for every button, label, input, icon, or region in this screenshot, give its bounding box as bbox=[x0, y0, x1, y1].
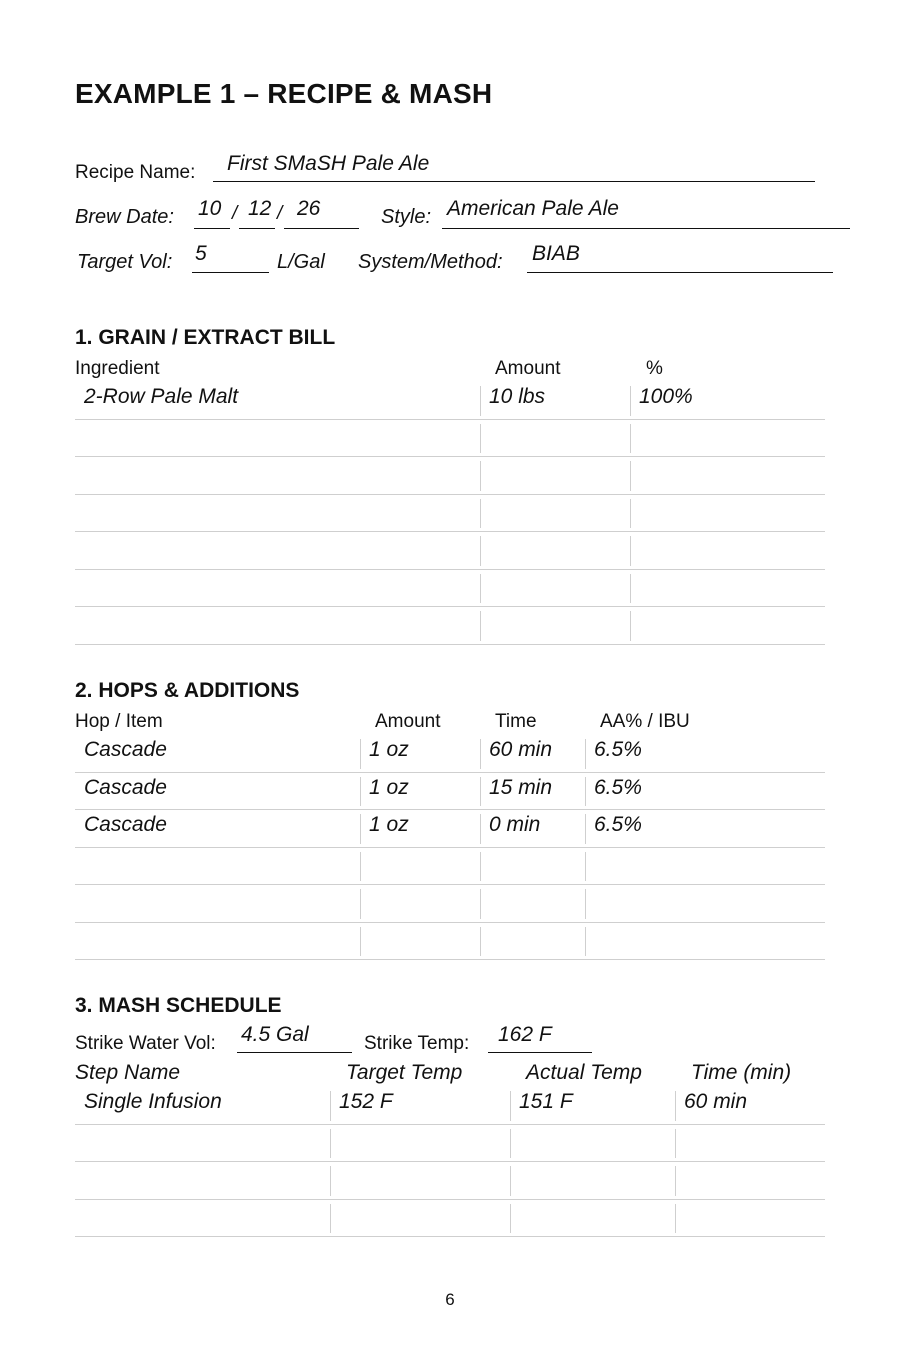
grain-column-divider bbox=[480, 386, 481, 416]
mash-row-line bbox=[75, 1161, 825, 1162]
target-vol-unit: L/Gal bbox=[277, 251, 325, 273]
mash-cell[interactable]: Single Infusion bbox=[84, 1090, 222, 1113]
mash-column-divider bbox=[675, 1091, 676, 1121]
brew-date-label: Brew Date: bbox=[75, 206, 174, 228]
hops-column-divider bbox=[360, 777, 361, 807]
hops-column-divider bbox=[585, 927, 586, 957]
page-title: EXAMPLE 1 – RECIPE & MASH bbox=[75, 78, 493, 109]
grain-column-divider bbox=[630, 386, 631, 416]
mash-col-target-temp: Target Temp bbox=[346, 1061, 463, 1084]
hops-cell[interactable]: 0 min bbox=[489, 813, 541, 836]
hops-cell[interactable]: 1 oz bbox=[369, 738, 409, 761]
hops-col-amount: Amount bbox=[375, 711, 441, 732]
mash-column-divider bbox=[675, 1166, 676, 1196]
grain-section-heading: 1. GRAIN / EXTRACT BILL bbox=[75, 326, 336, 349]
mash-column-divider bbox=[510, 1166, 511, 1196]
grain-row-line bbox=[75, 569, 825, 570]
grain-column-divider bbox=[630, 574, 631, 604]
hops-cell[interactable]: 60 min bbox=[489, 738, 553, 761]
mash-cell[interactable]: 60 min bbox=[684, 1090, 748, 1113]
strike-temp-underline bbox=[488, 1052, 592, 1053]
hops-column-divider bbox=[585, 889, 586, 919]
hops-column-divider bbox=[480, 927, 481, 957]
strike-vol-label: Strike Water Vol: bbox=[75, 1033, 216, 1054]
grain-cell[interactable]: 10 lbs bbox=[489, 385, 546, 408]
hops-cell[interactable]: 1 oz bbox=[369, 775, 409, 799]
mash-column-divider bbox=[330, 1091, 331, 1121]
strike-temp-field[interactable]: 162 F bbox=[498, 1023, 552, 1046]
grain-row-line bbox=[75, 456, 825, 457]
mash-column-divider bbox=[330, 1129, 331, 1159]
mash-row-line bbox=[75, 1124, 825, 1125]
mash-column-divider bbox=[330, 1204, 331, 1234]
grain-column-divider bbox=[480, 461, 481, 491]
style-label: Style: bbox=[381, 206, 432, 228]
grain-cell[interactable]: 100% bbox=[639, 385, 693, 408]
hops-col-aa-ibu: AA% / IBU bbox=[600, 711, 690, 732]
brew-date-month-field[interactable]: 10 bbox=[198, 197, 222, 220]
hops-row-line bbox=[75, 959, 825, 960]
brew-date-year-underline bbox=[284, 228, 359, 229]
system-method-label: System/Method: bbox=[358, 251, 503, 273]
hops-row-line bbox=[75, 922, 825, 923]
strike-temp-label: Strike Temp: bbox=[364, 1033, 470, 1054]
hops-cell[interactable]: 6.5% bbox=[594, 775, 642, 799]
target-vol-underline bbox=[192, 272, 269, 273]
mash-cell[interactable]: 151 F bbox=[519, 1090, 573, 1113]
grain-column-divider bbox=[480, 574, 481, 604]
mash-column-divider bbox=[510, 1091, 511, 1121]
page-number: 6 bbox=[445, 1290, 455, 1309]
hops-column-divider bbox=[585, 814, 586, 844]
hops-cell[interactable]: 1 oz bbox=[369, 813, 409, 836]
grain-column-divider bbox=[630, 536, 631, 566]
hops-cell[interactable]: Cascade bbox=[84, 813, 167, 836]
hops-column-divider bbox=[360, 889, 361, 919]
hops-row-line bbox=[75, 847, 825, 848]
mash-column-divider bbox=[510, 1204, 511, 1234]
mash-col-step-name: Step Name bbox=[75, 1061, 181, 1084]
grain-column-divider bbox=[630, 499, 631, 529]
hops-cell[interactable]: 6.5% bbox=[594, 738, 642, 761]
recipe-name-label: Recipe Name: bbox=[75, 162, 196, 183]
grain-column-divider bbox=[480, 499, 481, 529]
grain-col-percent: % bbox=[646, 358, 663, 379]
grain-col-amount: Amount bbox=[495, 358, 561, 379]
mash-row-line bbox=[75, 1199, 825, 1200]
grain-column-divider bbox=[630, 611, 631, 641]
mash-column-divider bbox=[510, 1129, 511, 1159]
grain-column-divider bbox=[480, 424, 481, 454]
hops-section-heading: 2. HOPS & ADDITIONS bbox=[75, 679, 300, 702]
brew-date-year-field[interactable]: 26 bbox=[297, 197, 321, 220]
strike-vol-field[interactable]: 4.5 Gal bbox=[241, 1023, 309, 1046]
hops-column-divider bbox=[360, 814, 361, 844]
hops-row-line bbox=[75, 809, 825, 810]
target-vol-field[interactable]: 5 bbox=[195, 242, 207, 265]
target-vol-label: Target Vol: bbox=[77, 251, 173, 273]
hops-column-divider bbox=[480, 814, 481, 844]
hops-cell[interactable]: Cascade bbox=[84, 775, 167, 799]
hops-column-divider bbox=[360, 927, 361, 957]
hops-row-line bbox=[75, 884, 825, 885]
mash-col-time: Time (min) bbox=[691, 1061, 792, 1084]
style-underline bbox=[442, 228, 850, 229]
hops-col-time: Time bbox=[495, 711, 537, 732]
grain-column-divider bbox=[630, 424, 631, 454]
hops-column-divider bbox=[360, 852, 361, 882]
hops-cell[interactable]: Cascade bbox=[84, 738, 167, 761]
hops-column-divider bbox=[585, 739, 586, 769]
grain-row-line bbox=[75, 644, 825, 645]
grain-col-ingredient: Ingredient bbox=[75, 358, 160, 379]
hops-column-divider bbox=[480, 739, 481, 769]
brew-date-month-underline bbox=[194, 228, 230, 229]
hops-column-divider bbox=[360, 739, 361, 769]
grain-column-divider bbox=[480, 611, 481, 641]
recipe-name-field[interactable]: First SMaSH Pale Ale bbox=[227, 152, 430, 175]
grain-row-line bbox=[75, 419, 825, 420]
hops-column-divider bbox=[480, 852, 481, 882]
grain-column-divider bbox=[630, 461, 631, 491]
brew-date-separator: / bbox=[232, 203, 238, 224]
mash-section-heading: 3. MASH SCHEDULE bbox=[75, 994, 282, 1017]
mash-column-divider bbox=[675, 1204, 676, 1234]
brew-date-day-field[interactable]: 12 bbox=[248, 197, 272, 220]
hops-cell[interactable]: 6.5% bbox=[594, 813, 642, 836]
grain-row-line bbox=[75, 531, 825, 532]
style-field[interactable]: American Pale Ale bbox=[447, 197, 619, 220]
hops-row-line bbox=[75, 772, 825, 773]
hops-col-item: Hop / Item bbox=[75, 711, 163, 732]
hops-cell[interactable]: 15 min bbox=[489, 775, 553, 799]
hops-column-divider bbox=[480, 889, 481, 919]
mash-row-line bbox=[75, 1236, 825, 1237]
hops-column-divider bbox=[585, 852, 586, 882]
recipe-name-underline bbox=[213, 181, 815, 182]
mash-col-actual-temp: Actual Temp bbox=[526, 1061, 642, 1084]
brew-date-day-underline bbox=[239, 228, 275, 229]
mash-cell[interactable]: 152 F bbox=[339, 1090, 393, 1113]
strike-vol-underline bbox=[237, 1052, 352, 1053]
grain-row-line bbox=[75, 494, 825, 495]
mash-column-divider bbox=[330, 1166, 331, 1196]
system-method-underline bbox=[527, 272, 833, 273]
grain-column-divider bbox=[480, 536, 481, 566]
system-method-field[interactable]: BIAB bbox=[532, 242, 580, 265]
brew-date-separator: / bbox=[277, 203, 283, 224]
grain-row-line bbox=[75, 606, 825, 607]
hops-column-divider bbox=[480, 777, 481, 807]
hops-column-divider bbox=[585, 777, 586, 807]
grain-cell[interactable]: 2-Row Pale Malt bbox=[84, 385, 239, 408]
mash-column-divider bbox=[675, 1129, 676, 1159]
